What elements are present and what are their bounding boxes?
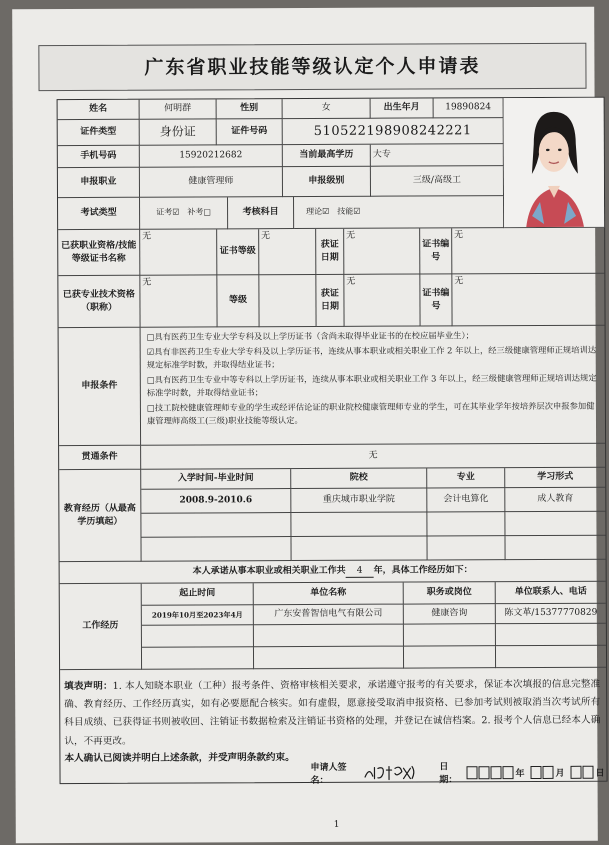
edu-empty-cell [141,537,291,562]
application-table [57,97,608,784]
work-empty-cell [496,624,606,646]
gender-label: 性别 [217,99,283,119]
title-value: 无 [140,275,217,327]
consistent-value: 无 [141,444,605,470]
work-empty-cell [254,647,404,670]
level-value: 三级/高级工 [371,166,504,197]
phone-label: 手机号码 [58,146,140,168]
condition-item: ☑具有非医药卫生专业大学专科及以上学历证书，连续从事本职业或相关职业工作 2 年以上，经三级健康管理师正规培训达规定标准学时数，并取得结业证书； [146,345,597,370]
work-period: 2019年10月至2023年4月 [142,605,254,625]
work-header-position: 职务或岗位 [404,582,496,604]
form-paper [12,7,605,844]
title-label: 已获专业技术资格（职称） [58,276,140,328]
title-grade-label: 等级 [217,275,259,327]
idtype-label: 证件类型 [58,120,140,146]
page-number: 1 [333,819,340,830]
birth-label: 出生年月 [371,98,434,118]
work-empty-cell [142,647,254,669]
work-position: 健康咨询 [404,604,496,624]
birth-value: 19890824 [434,98,504,118]
edu-empty-cell [291,536,427,561]
cert-no-label: 证书编号 [420,228,452,274]
date-month-boxes [530,765,553,778]
level-label: 申报级别 [283,167,371,197]
cert-no-value: 无 [452,228,604,275]
idno-value: 510522198908242221 [283,118,504,145]
idno-label: 证件号码 [217,119,283,145]
declaration-confirm: 本人确认已阅读并明白上述条款，并受声明条款约束。 [64,752,295,765]
consistent-label: 贯通条件 [59,446,141,470]
cert-grade-value: 无 [259,229,316,275]
edu-empty-cell [141,513,291,538]
edu-mode: 成人教育 [505,488,605,512]
title-grade-value [259,275,316,327]
work-header-period: 起止时间 [142,583,254,605]
work-contact: 陈文革/15377770829 [496,604,606,624]
work-summary [60,560,606,584]
work-label: 工作经历 [60,584,142,670]
edu-header-mode: 学习形式 [505,468,605,488]
year-unit: 年 [515,768,525,779]
title-no-label: 证书编号 [420,274,452,326]
day-unit: 日 [595,768,605,779]
job-label: 申报职业 [58,168,140,198]
condition-item: □具有医药卫生专业中等专科以上学历证书，连续从事本职业或相关职业工作 3 年以上，经三级健康管理师正规培训达规定标准学时数，并取得结业证书； [146,373,597,398]
work-empty-cell [404,624,496,646]
condition-item: □具有医药卫生专业大学专科及以上学历证书（含尚未取得毕业证书的在校应届毕业生）； [146,330,474,342]
work-header-contact: 单位联系人、电话 [496,582,606,604]
edu-empty-cell [291,512,427,537]
work-header-company: 单位名称 [254,583,404,606]
edu-empty-cell [505,512,605,536]
cert-name-label: 已获职业资格/技能等级证书名称 [58,230,140,276]
subject-value: 理论☑ 技能☑ [294,196,504,229]
person-photo-icon [504,98,605,228]
edu-school: 重庆城市职业学院 [291,488,427,513]
job-value: 健康管理师 [140,167,283,198]
education-label: 教育经历（从最高学历填起） [59,470,141,562]
date-label: 日期： [439,762,458,786]
sign-label: 申请人签名： [310,762,347,786]
month-unit: 月 [555,768,565,779]
signature-image [363,762,418,784]
work-company: 广东安普智信电气有限公司 [254,605,404,626]
cert-grade-label: 证书等级 [217,229,259,275]
declaration-text [64,676,600,751]
title-date-label: 获证日期 [316,275,344,327]
edu-header-major: 专业 [427,468,505,488]
edu-empty-cell [505,536,605,560]
edu-empty-cell [427,512,505,536]
work-empty-cell [142,625,254,647]
work-empty-cell [496,646,606,668]
cert-date-label: 获证日期 [316,229,344,275]
edu-value: 大专 [371,144,504,167]
exam-type-label: 考试类型 [58,198,140,230]
edu-header-school: 院校 [291,468,427,489]
date-day-boxes [570,765,593,778]
title-no-value: 无 [452,274,604,327]
edu-period: 2008.9-2010.6 [141,489,291,514]
signature-row [310,759,606,786]
idtype-value: 身份证 [140,119,217,145]
work-empty-cell [254,625,404,648]
title-date-value: 无 [344,274,420,326]
edu-empty-cell [427,536,505,560]
cert-name-value: 无 [140,229,217,275]
gender-value: 女 [283,99,371,119]
edu-label: 当前最高学历 [283,145,371,167]
work-years: 4 [346,565,374,578]
subject-label: 考核科目 [228,197,294,229]
conditions-list [141,326,606,446]
date-year-boxes [466,766,513,779]
name-value: 何明群 [140,99,217,119]
edu-major: 会计电算化 [427,488,505,512]
form-title: 广东省职业技能等级认定个人申请表 [38,43,586,91]
work-summary-suffix: 年，具体工作经历如下： [373,565,473,577]
applicant-photo [504,98,605,228]
conditions-label: 申报条件 [59,328,142,446]
work-summary-prefix: 本人承诺从事本职业或相关职业工作共 [192,566,346,577]
name-label: 姓名 [58,100,140,120]
declaration-body: 1. 本人知晓本职业（工种）报考条件、资格审核相关要求，承诺遵守报考的有关要求，保证本次填报的信息完整准确、教育经历、工作经历真实，如有必要愿配合核实。如有虚假，愿意接受取消申报资格、已参加考试则被取消当次考试所有科目成绩、已获得证书则被收回、注销证书数据检索及注销证书资格的处理，并登记在诚信档案。2. 报考个人信息已经本人确认，不再更改。 [64,678,601,747]
exam-type-value: 证考☑ 补考□ [140,197,228,229]
phone-value: 15920212682 [140,145,283,168]
declaration-label: 填表声明： [64,680,113,693]
work-empty-cell [404,646,496,668]
cert-date-value: 无 [344,228,420,274]
edu-header-period: 入学时间-毕业时间 [141,469,291,490]
condition-item: □技工院校健康管理师专业的学生或经评估论证的职业院校健康管理师专业的学生，可在其毕业学年按培养层次申报参加健康管理师高级工(三级)职业技能等级认定。 [146,400,595,426]
